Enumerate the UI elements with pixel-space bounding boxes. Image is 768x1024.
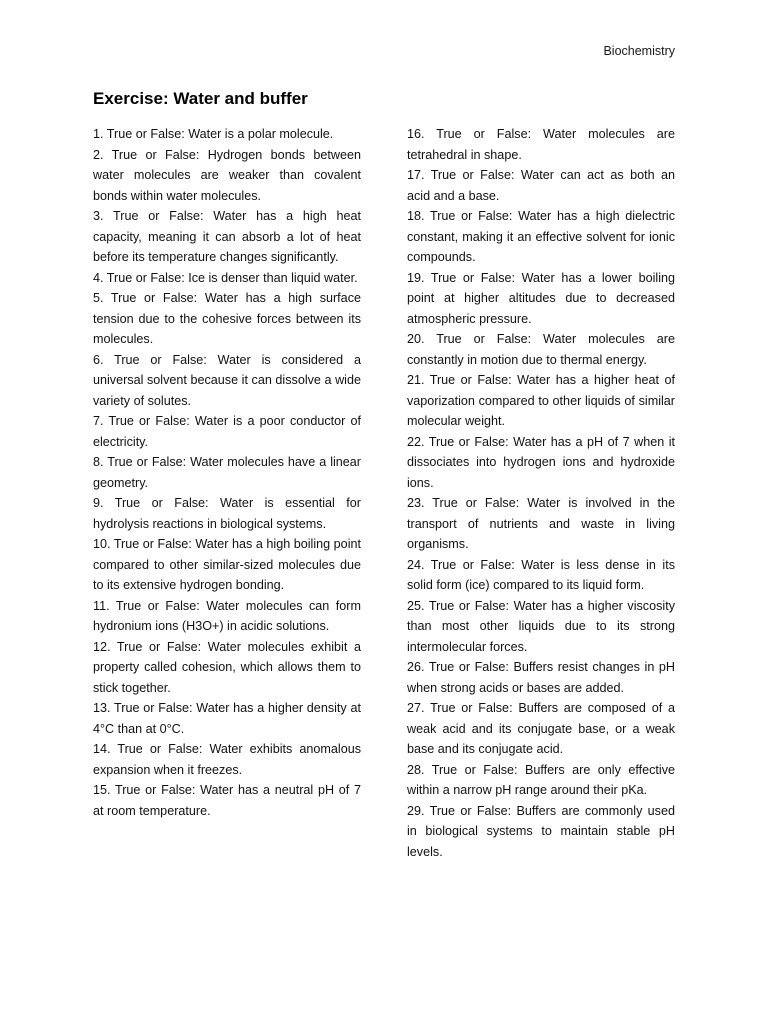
question-item: 17. True or False: Water can act as both an acid and a base. <box>407 168 675 203</box>
question-item: 19. True or False: Water has a lower boiling point at higher altitudes due to decreased atmospheric pressure. <box>407 270 675 326</box>
question-item: 27. True or False: Buffers are composed of a weak acid and its conjugate base, or a weak base and its conjugate acid. <box>407 701 675 756</box>
question-item: 21. True or False: Water has a higher heat of vaporization compared to other liquids of similar molecular weight. <box>407 373 675 428</box>
question-item: 13. True or False: Water has a higher density at 4°C than at 0°C. <box>93 701 361 736</box>
question-item: 22. True or False: Water has a pH of 7 when it dissociates into hydrogen ions and hydroxide ions. <box>407 434 675 490</box>
question-item: 14. True or False: Water exhibits anomalous expansion when it freezes. <box>93 742 361 777</box>
question-item: 24. True or False: Water is less dense in its solid form (ice) compared to its liquid form. <box>407 557 675 592</box>
question-item: 3. True or False: Water has a high heat capacity, meaning it can absorb a lot of heat before its temperature changes significantly. <box>93 209 361 264</box>
questions-column-right <box>407 124 675 862</box>
question-item: 5. True or False: Water has a high surface tension due to the cohesive forces between its molecules. <box>93 291 361 346</box>
question-item: 4. True or False: Ice is denser than liquid water. <box>93 270 358 285</box>
question-item: 16. True or False: Water molecules are tetrahedral in shape. <box>407 127 675 162</box>
question-item: 12. True or False: Water molecules exhibit a property called cohesion, which allows them to stick together. <box>93 639 361 695</box>
question-item: 20. True or False: Water molecules are constantly in motion due to thermal energy. <box>407 332 675 367</box>
question-item: 8. True or False: Water molecules have a linear geometry. <box>93 455 361 490</box>
page-title: Exercise: Water and buffer <box>93 89 308 108</box>
question-item: 7. True or False: Water is a poor conductor of electricity. <box>93 414 361 449</box>
question-item: 11. True or False: Water molecules can form hydronium ions (H3O+) in acidic solutions. <box>93 598 361 633</box>
question-item: 6. True or False: Water is considered a universal solvent because it can dissolve a wide variety of solutes. <box>93 352 361 408</box>
question-item: 9. True or False: Water is essential for hydrolysis reactions in biological systems. <box>93 496 361 531</box>
question-item: 2. True or False: Hydrogen bonds between water molecules are weaker than covalent bonds within water molecules. <box>93 147 361 203</box>
questions-column-left <box>93 124 361 821</box>
page-header-subject: Biochemistry <box>603 44 675 58</box>
question-item: 15. True or False: Water has a neutral pH of 7 at room temperature. <box>93 783 361 818</box>
question-item: 26. True or False: Buffers resist changes in pH when strong acids or bases are added. <box>407 660 675 695</box>
question-item: 25. True or False: Water has a higher viscosity than most other liquids due to its strong intermolecular forces. <box>407 598 675 654</box>
question-item: 18. True or False: Water has a high dielectric constant, making it an effective solvent for ionic compounds. <box>407 209 675 264</box>
question-item: 28. True or False: Buffers are only effective within a narrow pH range around their pKa. <box>407 762 675 797</box>
question-item: 1. True or False: Water is a polar molecule. <box>93 127 334 141</box>
question-item: 29. True or False: Buffers are commonly used in biological systems to maintain stable pH levels. <box>407 803 675 859</box>
question-item: 10. True or False: Water has a high boiling point compared to other similar-sized molecules due to its extensive hydrogen bonding. <box>93 537 361 592</box>
question-item: 23. True or False: Water is involved in the transport of nutrients and waste in living organisms. <box>407 496 675 551</box>
